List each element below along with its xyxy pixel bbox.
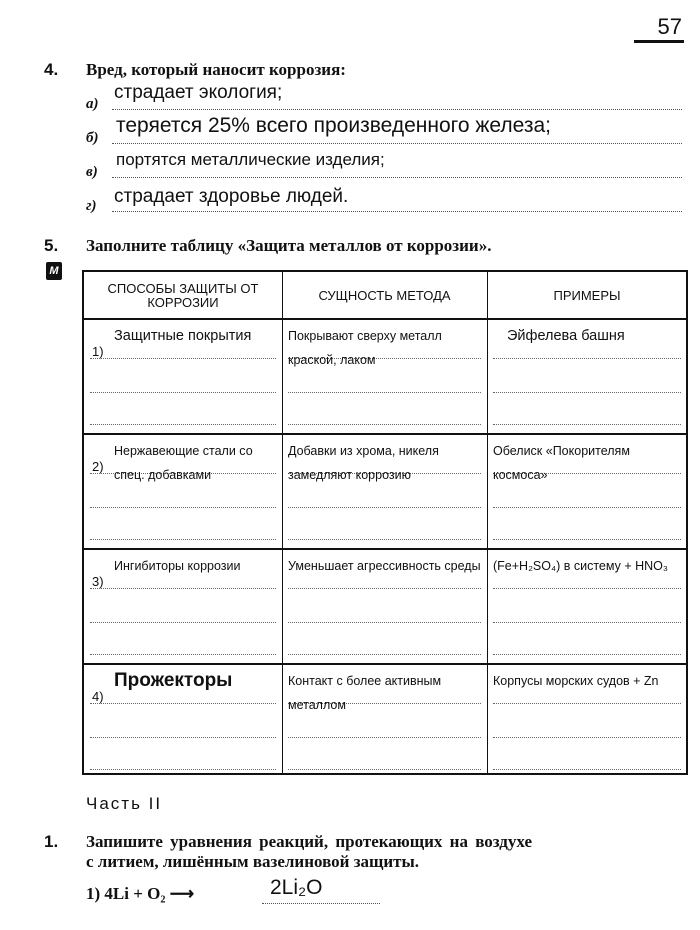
corrosion-protection-table bbox=[82, 270, 688, 775]
task4-answer-b: теряется 25% всего произведенного железа; bbox=[116, 114, 552, 137]
answer-line bbox=[90, 703, 276, 704]
m-badge-icon: М bbox=[46, 262, 62, 280]
answer-line bbox=[288, 392, 481, 393]
row-divider bbox=[84, 433, 686, 435]
answer-line bbox=[90, 358, 276, 359]
answer-line bbox=[90, 507, 276, 508]
task4-answer-g: страдает здоровье людей. bbox=[114, 186, 349, 207]
task4-label-v: в) bbox=[86, 164, 98, 180]
answer-line bbox=[288, 654, 481, 655]
column-divider bbox=[487, 272, 488, 773]
equation-answer: 2Li₂O bbox=[270, 876, 323, 899]
answer-line bbox=[90, 737, 276, 738]
page-number-underline bbox=[634, 40, 684, 43]
cell-essence: Контакт с более активным металлом bbox=[288, 674, 442, 712]
answer-line bbox=[493, 507, 681, 508]
answer-line bbox=[493, 654, 681, 655]
header-methods: СПОСОБЫ ЗАЩИТЫ ОТ КОРРОЗИИ bbox=[107, 281, 259, 310]
answer-line bbox=[112, 109, 682, 110]
answer-line bbox=[90, 769, 276, 770]
answer-line bbox=[288, 424, 481, 425]
row-number: 2) bbox=[92, 459, 104, 474]
equation-prefix: 1) 4Li + O₂ ⟶ bbox=[86, 884, 195, 903]
answer-line bbox=[493, 358, 681, 359]
part2-task1-title-line2: с литием, лишённым вазелиновой защиты. bbox=[86, 852, 420, 871]
answer-line bbox=[90, 424, 276, 425]
cell-method: Защитные покрытия bbox=[114, 328, 252, 344]
row-divider bbox=[84, 318, 686, 320]
answer-line bbox=[90, 654, 276, 655]
answer-line bbox=[288, 539, 481, 540]
task4-answer-a: страдает экология; bbox=[114, 82, 283, 103]
answer-line bbox=[262, 903, 380, 904]
task4-number: 4. bbox=[44, 60, 59, 79]
answer-line bbox=[493, 392, 681, 393]
header-essence: СУЩНОСТЬ МЕТОДА bbox=[318, 288, 451, 303]
task4-answer-v: портятся металлические изделия; bbox=[116, 150, 385, 169]
answer-line bbox=[493, 737, 681, 738]
task5-title: Заполните таблицу «Защита металлов от коррозии». bbox=[86, 236, 492, 255]
row-divider bbox=[84, 548, 686, 550]
cell-essence: Добавки из хрома, никеля замедляют коррозию bbox=[288, 444, 439, 482]
cell-essence: Покрывают сверху металл краской, лаком bbox=[288, 329, 442, 367]
row-number: 1) bbox=[92, 344, 104, 359]
cell-method: Прожекторы bbox=[114, 670, 233, 691]
answer-line bbox=[288, 507, 481, 508]
answer-line bbox=[90, 622, 276, 623]
cell-example: Обелиск «Покорителям космоса» bbox=[493, 444, 630, 482]
answer-line bbox=[112, 211, 682, 212]
cell-essence: Уменьшает агрессивность среды bbox=[288, 559, 481, 573]
part2-task1-title-line1: Запишите уравнения реакций, протекающих на воздухе bbox=[86, 832, 533, 851]
cell-example: (Fe+H₂SO₄) в систему + HNO₃ bbox=[493, 559, 668, 573]
answer-line bbox=[90, 392, 276, 393]
task5-number: 5. bbox=[44, 236, 59, 255]
task4-label-b: б) bbox=[86, 130, 99, 146]
cell-method: Ингибиторы коррозии bbox=[114, 559, 241, 573]
answer-line bbox=[493, 769, 681, 770]
answer-line bbox=[493, 588, 681, 589]
answer-line bbox=[493, 424, 681, 425]
cell-example: Корпусы морских судов + Zn bbox=[493, 674, 659, 688]
row-number: 3) bbox=[92, 574, 104, 589]
task4-label-g: г) bbox=[86, 198, 97, 214]
answer-line bbox=[288, 737, 481, 738]
cell-example: Эйфелева башня bbox=[507, 328, 625, 344]
answer-line bbox=[493, 539, 681, 540]
cell-method: Нержавеющие стали со спец. добавками bbox=[114, 444, 253, 482]
part2-task1-number: 1. bbox=[44, 832, 59, 851]
answer-line bbox=[288, 769, 481, 770]
page-number: 57 bbox=[657, 14, 682, 39]
answer-line bbox=[493, 622, 681, 623]
answer-line bbox=[90, 588, 276, 589]
task4-title: Вред, который наносит коррозия: bbox=[86, 60, 346, 79]
row-divider bbox=[84, 663, 686, 665]
task4-label-a: а) bbox=[86, 96, 99, 112]
answer-line bbox=[288, 588, 481, 589]
answer-line bbox=[112, 177, 682, 178]
answer-line bbox=[493, 703, 681, 704]
answer-line bbox=[90, 539, 276, 540]
header-examples: ПРИМЕРЫ bbox=[553, 288, 621, 303]
column-divider bbox=[282, 272, 283, 773]
answer-line bbox=[112, 143, 682, 144]
part2-title: Часть II bbox=[86, 794, 163, 813]
answer-line bbox=[288, 622, 481, 623]
row-number: 4) bbox=[92, 689, 104, 704]
